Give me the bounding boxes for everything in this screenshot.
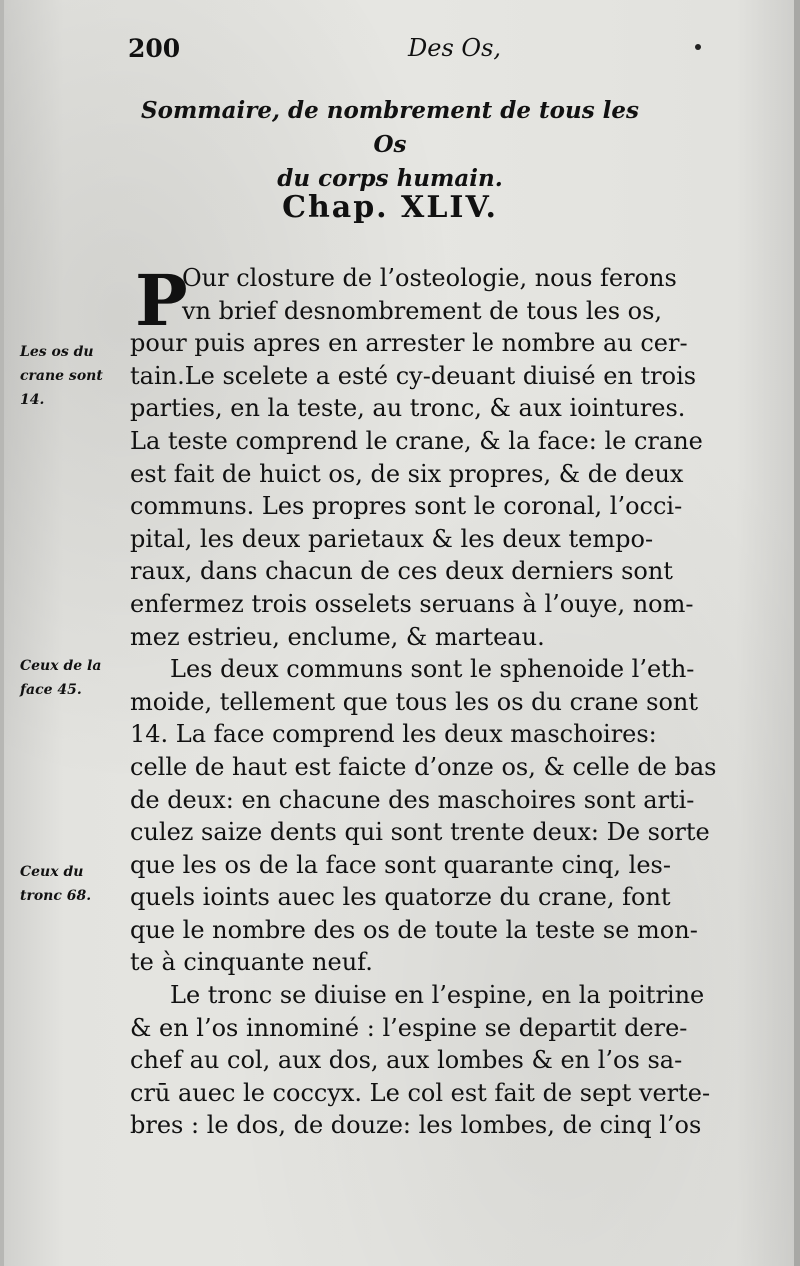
margin-note-line: crane sont bbox=[20, 368, 103, 384]
margin-note-crane bbox=[20, 340, 128, 412]
text-line: enfermez trois osselets seruans à l’ouye, nom- bbox=[130, 589, 694, 618]
text-line: celle de haut est faicte d’onze os, & celle de bas bbox=[130, 752, 717, 781]
text-line: bres : le dos, de douze: les lombes, de cinq l’os bbox=[130, 1111, 702, 1140]
margin-note-line: Les os du bbox=[20, 344, 94, 360]
margin-note-line: tronc 68. bbox=[20, 888, 92, 904]
margin-note-line: face 45. bbox=[20, 682, 82, 698]
text-line: tain.Le scelete a esté cy-deuant diuisé en trois bbox=[130, 361, 697, 390]
subtitle-line-1: Sommaire, de nombrement de tous les Os bbox=[141, 97, 639, 158]
text-line: crū auec le coccyx. Le col est fait de sept verte- bbox=[130, 1078, 711, 1107]
text-line: communs. Les propres sont le coronal, l’occi- bbox=[130, 492, 683, 521]
page-right-edge bbox=[794, 0, 800, 1266]
text-line: pital, les deux parietaux & les deux tempo- bbox=[130, 524, 654, 553]
page-left-edge bbox=[0, 0, 4, 1266]
subtitle-line-2: du corps humain. bbox=[277, 165, 503, 192]
running-head: Des Os, bbox=[408, 34, 502, 62]
margin-note-tronc bbox=[20, 860, 128, 908]
chapter-subtitle bbox=[130, 94, 650, 196]
drop-cap: P bbox=[135, 259, 188, 342]
text-line: raux, dans chacun de ces deux derniers sont bbox=[130, 557, 673, 586]
text-line: parties, en la teste, au tronc, & aux iointures. bbox=[130, 394, 686, 423]
body-text bbox=[130, 259, 717, 1142]
margin-note-line: Ceux du bbox=[20, 864, 84, 880]
text-line: Les deux communs sont le sphenoide l’eth- bbox=[170, 655, 695, 684]
margin-note-face bbox=[20, 654, 128, 702]
text-line: pour puis apres en arrester le nombre au cer- bbox=[130, 329, 688, 358]
margin-note-line: Ceux de la bbox=[20, 658, 102, 674]
text-line: Our closture de l’osteologie, nous ferons bbox=[182, 264, 677, 292]
text-line: de deux: en chacune des maschoires sont arti- bbox=[130, 785, 695, 814]
text-line: moide, tellement que tous les os du crane sont bbox=[130, 687, 698, 716]
chapter-heading: Chap. XLIV. bbox=[282, 190, 498, 225]
text-line: quels ioints auec les quatorze du crane, font bbox=[130, 883, 671, 912]
text-line: culez saize dents qui sont trente deux: De sorte bbox=[130, 818, 710, 847]
page-number: 200 bbox=[128, 34, 181, 63]
text-line: 14. La face comprend les deux maschoires: bbox=[130, 720, 657, 749]
text-line: mez estrieu, enclume, & marteau. bbox=[130, 622, 545, 651]
margin-note-line: 14. bbox=[20, 392, 45, 408]
page-header bbox=[128, 34, 508, 66]
text-line: & en l’os innominé : l’espine se departit dere- bbox=[130, 1013, 688, 1042]
ink-mark bbox=[695, 44, 701, 50]
text-line: que le nombre des os de toute la teste se mon- bbox=[130, 915, 698, 944]
text-line: vn brief desnombrement de tous les os, bbox=[182, 296, 663, 325]
text-line: La teste comprend le crane, & la face: le crane bbox=[130, 426, 703, 455]
text-line: chef au col, aux dos, aux lombes & en l’os sa- bbox=[130, 1046, 683, 1075]
text-line: Le tronc se diuise en l’espine, en la poitrine bbox=[170, 981, 705, 1010]
text-line: te à cinquante neuf. bbox=[130, 948, 373, 977]
text-line: est fait de huict os, de six propres, & de deux bbox=[130, 459, 684, 488]
text-line: que les os de la face sont quarante cinq, les- bbox=[130, 850, 671, 879]
